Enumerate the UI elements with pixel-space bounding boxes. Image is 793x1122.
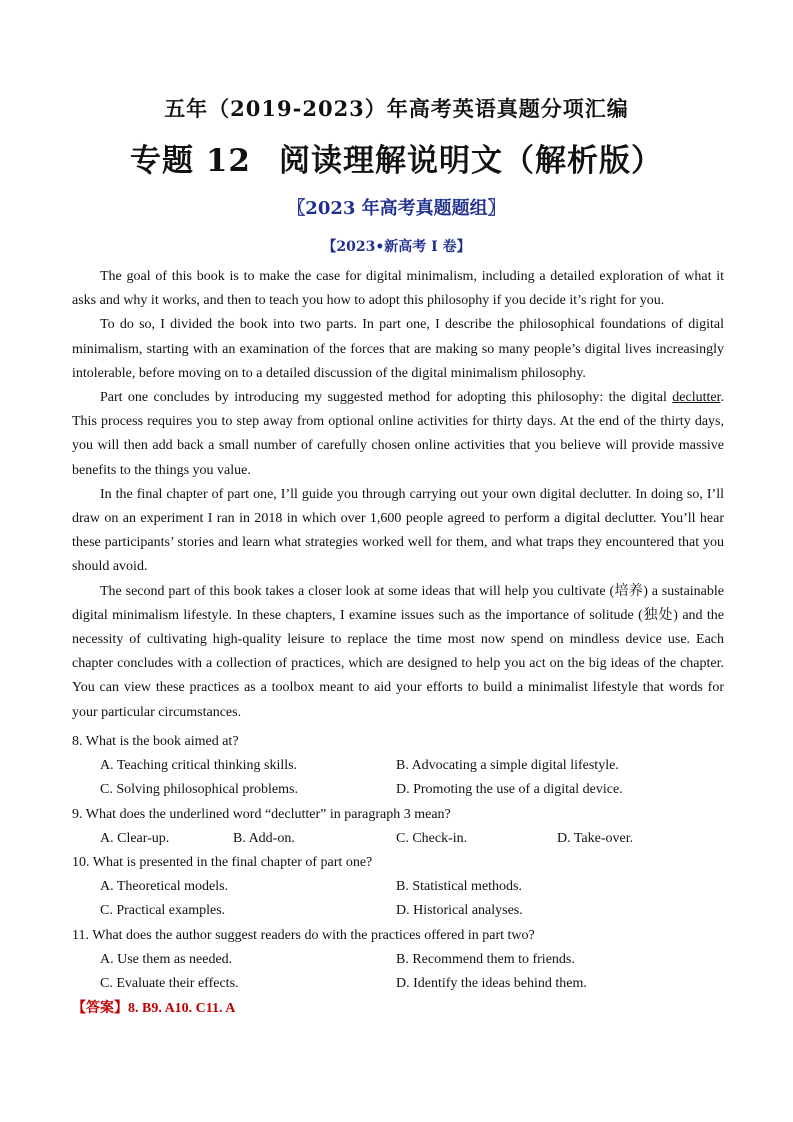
option-c: C. Evaluate their effects.: [100, 976, 239, 992]
paragraph-3-part-2: . This process requires you to step away from optional online activities for thirty days. At the end of the thirty days, you will then add back a small number of carefully chosen online activities that you believe will provide massive benefits to the things you value.: [72, 390, 724, 478]
option-b: B. Add-on.: [233, 830, 295, 846]
topic-number: 专题 12: [130, 143, 251, 179]
option-b: B. Advocating a simple digital lifestyle.: [396, 758, 619, 774]
answer-key: [72, 996, 235, 1021]
options: [72, 875, 724, 923]
question-8: [72, 730, 724, 803]
paragraph-4: In the final chapter of part one, I’ll guide you through carrying out your own digital declutter. In doing so, I’ll draw on an experiment I ran in 2018 in which over 1,600 people agreed to perform a digital declutter. You’ll hear these participants’ stories and learn what strategies worked well for them, and what traps they encountered that you should avoid.: [72, 486, 724, 575]
option-d: D. Promoting the use of a digital device.: [396, 782, 623, 798]
option-c: C. Practical examples.: [100, 903, 226, 919]
option-d: D. Historical analyses.: [396, 903, 523, 919]
answer-text: 8. B9. A10. C11. A: [128, 1001, 236, 1016]
series-title: 五年（2019-2023）年高考英语真题分项汇编: [164, 96, 629, 121]
option-b: B. Recommend them to friends.: [396, 951, 575, 967]
reading-passage: [72, 265, 724, 725]
option-c: C. Solving philosophical problems.: [100, 782, 298, 798]
option-a: A. Teaching critical thinking skills.: [100, 758, 298, 774]
options: [72, 754, 724, 802]
question-stem: 8. What is the book aimed at?: [72, 734, 239, 749]
paragraph-2: To do so, I divided the book into two parts. In part one, I describe the philosophical foundations of digital minimalism, starting with an examination of the forces that are making so many people’s digital lives increasingly intolerable, before moving on to a detailed discussion of the digital minimalism philosophy.: [72, 317, 724, 381]
options: [72, 948, 724, 996]
option-a: A. Use them as needed.: [100, 951, 233, 967]
option-a: A. Theoretical models.: [100, 879, 229, 895]
options: [72, 827, 724, 851]
paragraph-3: [72, 386, 724, 483]
question-10: [72, 851, 724, 924]
option-d: D. Identify the ideas behind them.: [396, 976, 587, 992]
paragraph-3-part-1: Part one concludes by introducing my suggested method for adopting this philosophy: the digital: [100, 390, 673, 406]
question-stem: 9. What does the underlined word “declutter” in paragraph 3 mean?: [72, 806, 451, 822]
paragraph-5: The second part of this book takes a closer look at some ideas that will help you cultivate (培养) a sustainable digital minimalism lifestyle. In these chapters, I examine issues such as the importance of solitude (独处) and the necessity of cultivating high-quality leisure to replace the time most now spend on mindless device use. Each chapter concludes with a collection of practices, which are designed to help you act on the big ideas of the chapter. You can view these practices as a toolbox meant to aid your efforts to build a minimalist lifestyle that words for your particular circumstances.: [72, 583, 724, 720]
question-list: [72, 730, 724, 996]
question-11: [72, 924, 724, 997]
option-a: A. Clear-up.: [100, 830, 170, 846]
option-b: B. Statistical methods.: [396, 879, 522, 895]
underlined-word: declutter: [672, 390, 721, 406]
group-title: 〖2023 年高考真题题组〗: [287, 198, 506, 219]
paragraph-1: The goal of this book is to make the case for digital minimalism, including a detailed exploration of what it asks and why it works, and then to teach you how to adopt this philosophy if you decide it’s right for you.: [72, 269, 724, 309]
option-c: C. Check-in.: [396, 830, 468, 846]
option-d: D. Take-over.: [557, 830, 634, 846]
answer-label: 【答案】: [72, 1000, 128, 1016]
question-stem: 10. What is presented in the final chapter of part one?: [72, 855, 373, 871]
question-stem: 11. What does the author suggest readers do with the practices offered in part two?: [72, 927, 535, 943]
question-9: [72, 803, 724, 851]
topic-name: 阅读理解说明文（解析版）: [278, 143, 663, 179]
topic-title: [0, 135, 793, 180]
exam-title: 【2023•新高考 I 卷】: [322, 239, 471, 255]
